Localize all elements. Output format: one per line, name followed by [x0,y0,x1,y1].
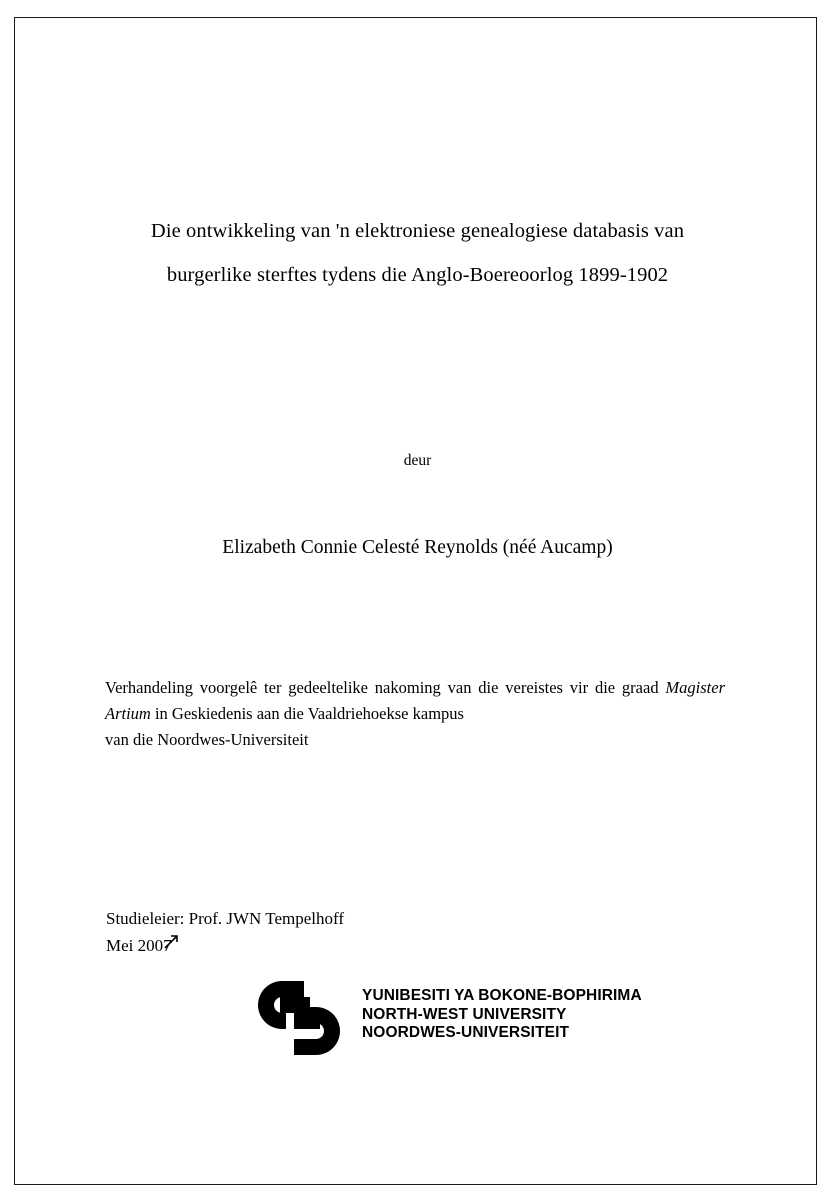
date-line-wrap [106,932,172,959]
pen-strike-icon [164,934,180,950]
title-line-1: Die ontwikkeling van 'n elektroniese genealogiese databasis van [150,220,685,242]
page-content [105,17,730,1185]
page-title [105,209,730,297]
university-logo [250,979,670,1059]
logo-text-line-1: YUNIBESITI YA BOKONE-BOPHIRIMA [362,987,642,1004]
author-name: Elizabeth Connie Celesté Reynolds (néé Aucamp) [222,537,613,558]
statement-part-2: in Geskiedenis aan die Vaaldriehoekse kampus [150,704,464,723]
date-line: Mei 2007 [106,936,172,955]
statement-part-1: Verhandeling voorgelê ter gedeeltelike nakoming van die vereistes vir die graad [105,678,666,697]
title-line-2: burgerlike sterftes tydens die Anglo-Boereoorlog 1899-1902 [166,264,669,286]
supervisor-line: Studieleier: Prof. JWN Tempelhoff [106,909,345,928]
logo-text-line-2: NORTH-WEST UNIVERSITY [362,1005,567,1023]
degree-statement [105,675,725,753]
logo-text [362,987,642,1043]
nwu-logo-icon [250,979,360,1057]
logo-text-line-3: NOORDWES-UNIVERSITEIT [362,1024,570,1041]
statement-part-3: van die Noordwes-Universiteit [105,730,309,749]
statement-degree-italic: Magister Artium [105,678,725,723]
byline-label: deur [403,452,432,469]
supervisor-block [106,905,731,959]
